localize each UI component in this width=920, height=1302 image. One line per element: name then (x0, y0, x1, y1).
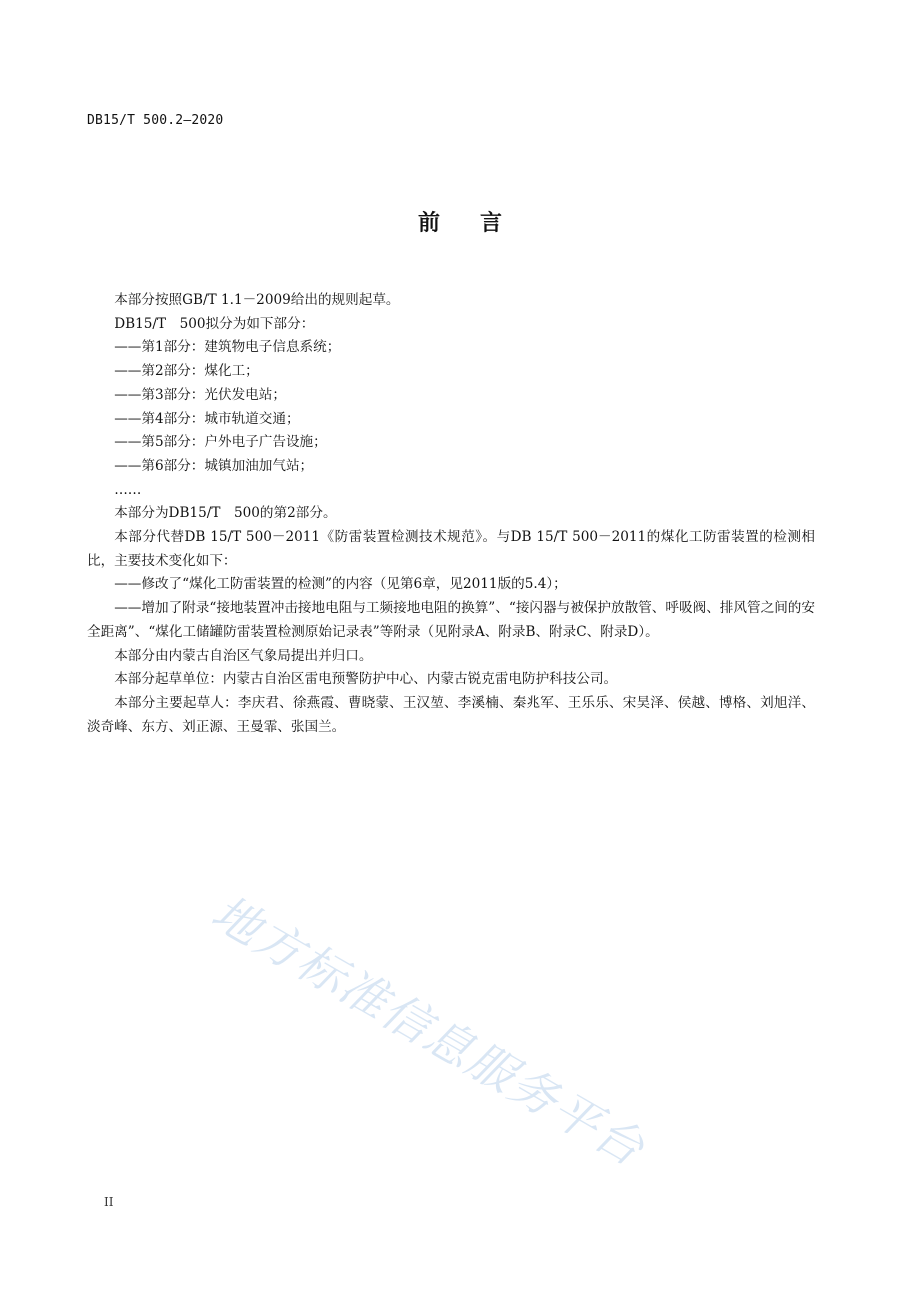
page-title: 前言 (417, 211, 542, 236)
paragraph-drafting-rule: 本部分按照GB/T 1.1－2009给出的规则起草。 (114, 292, 400, 308)
standard-code: DB15/T 500.2—2020 (87, 113, 224, 128)
list-item-part-1: ——第1部分：建筑物电子信息系统； (114, 339, 341, 356)
list-item-part-6: ——第6部分：城镇加油加气站； (114, 457, 314, 474)
list-item-part-3: ——第3部分：光伏发电站； (114, 386, 286, 403)
list-item-part-5: ——第5部分：户外电子广告设施； (114, 434, 327, 451)
paragraph-this-part: 本部分为DB15/T 500的第2部分。 (114, 505, 337, 522)
watermark-text: 地方标准信息服务平台 (202, 885, 655, 1178)
list-item-change-added: ——增加了附录“接地装置冲击接地电阻与工频接地电阻的换算”、“接闪器与被保护放散管、呼吸阀、排风管之间的安全距离”、“煤化工储罐防雷装置检测原始记录表”等附录（见附录A、附录B、附录C、附录D）。 (87, 600, 815, 640)
foreword-body (87, 289, 815, 739)
list-item-change-modified: ——修改了“煤化工防雷装置的检测”的内容（见第6章，见2011版的5.4）； (114, 576, 567, 593)
paragraph-proposer: 本部分由内蒙古自治区气象局提出并归口。 (114, 647, 373, 664)
list-item-part-4: ——第4部分：城市轨道交通； (114, 410, 300, 427)
paragraph-drafting-units: 本部分起草单位：内蒙古自治区雷电预警防护中心、内蒙古锐克雷电防护科技公司。 (114, 671, 618, 688)
paragraph-replaces: 本部分代替DB 15/T 500－2011《防雷装置检测技术规范》。与DB 15/T 500－2011的煤化工防雷装置的检测相比，主要技术变化如下： (87, 529, 815, 569)
paragraph-drafters: 本部分主要起草人：李庆君、徐燕霞、曹晓蒙、王汉堃、李溪楠、秦兆军、王乐乐、宋昊泽、侯越、博格、刘旭洋、淡奇峰、东方、刘正源、王曼霏、张国兰。 (87, 694, 815, 735)
paragraph-ellipsis: …… (114, 481, 142, 498)
page-number: II (104, 1195, 114, 1209)
paragraph-parts-intro: DB15/T 500拟分为如下部分： (114, 315, 315, 332)
list-item-part-2: ——第2部分：煤化工； (114, 363, 259, 380)
